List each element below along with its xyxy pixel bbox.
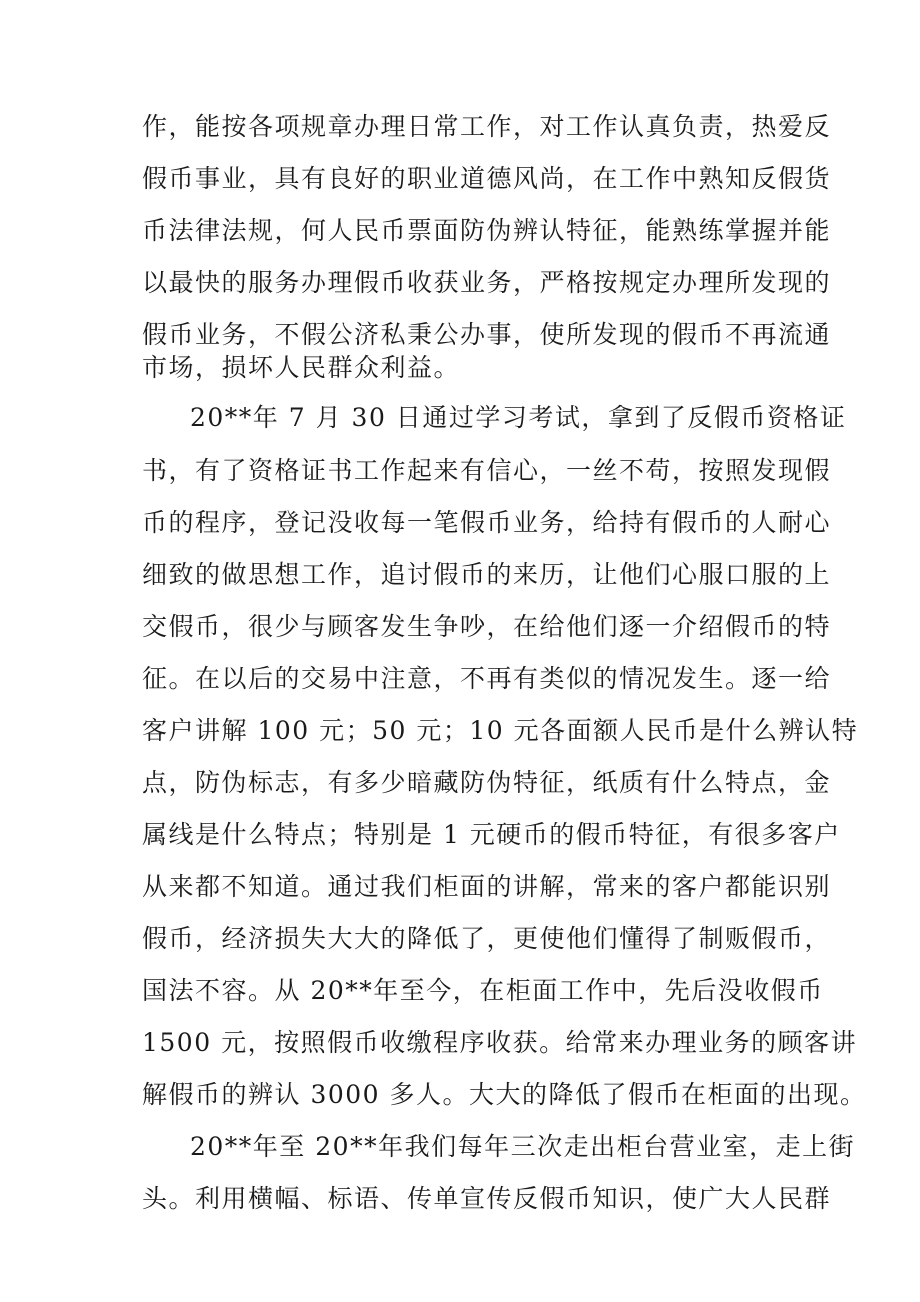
text-line: 1500 元，按照假币收缴程序收获。给常来办理业务的顾客讲: [142, 1028, 858, 1057]
text-line: 市场，损坏人民群众利益。: [142, 353, 461, 382]
text-line: 点，防伪标志，有多少暗藏防伪特征，纸质有什么特点，金: [142, 768, 832, 797]
text-line: 解假币的辨认 3000 多人。大大的降低了假币在柜面的出现。: [142, 1080, 867, 1109]
text-line: 币的程序，登记没收每一笔假币业务，给持有假币的人耐心: [142, 508, 832, 537]
text-line: 假币业务，不假公济私秉公办事，使所发现的假币不再流通: [142, 320, 832, 349]
text-line: 头。利用横幅、标语、传单宣传反假币知识，使广大人民群: [142, 1184, 832, 1213]
text-line: 属线是什么特点；特别是 1 元硬币的假币特征，有很多客户: [142, 820, 841, 849]
text-line: 假币事业，具有良好的职业道德风尚，在工作中熟知反假货: [142, 164, 832, 193]
text-line: 客户讲解 100 元；50 元；10 元各面额人民币是什么辨认特: [142, 716, 859, 745]
text-line: 书，有了资格证书工作起来有信心，一丝不苟，按照发现假: [142, 456, 832, 485]
text-line: 细致的做思想工作，追讨假币的来历，让他们心服口服的上: [142, 560, 832, 589]
text-line: 从来都不知道。通过我们柜面的讲解，常来的客户都能识别: [142, 872, 832, 901]
text-line: 币法律法规，何人民币票面防伪辨认特征，能熟练掌握并能: [142, 216, 832, 245]
paragraph-first-line: 20**年 7 月 30 日通过学习考试，拿到了反假币资格证: [190, 403, 847, 432]
text-line: 交假币，很少与顾客发生争吵，在给他们逐一介绍假币的特: [142, 612, 832, 641]
text-line: 假币，经济损失大大的降低了，更使他们懂得了制贩假币，: [142, 924, 832, 953]
text-line: 作，能按各项规章办理日常工作，对工作认真负责，热爱反: [142, 112, 832, 141]
paragraph-first-line: 20**年至 20**年我们每年三次走出柜台营业室，走上街: [190, 1132, 856, 1161]
text-line: 以最快的服务办理假币收获业务，严格按规定办理所发现的: [142, 268, 832, 297]
text-line: 征。在以后的交易中注意，不再有类似的情况发生。逐一给: [142, 664, 832, 693]
text-line: 国法不容。从 20**年至今，在柜面工作中，先后没收假币: [142, 976, 824, 1005]
